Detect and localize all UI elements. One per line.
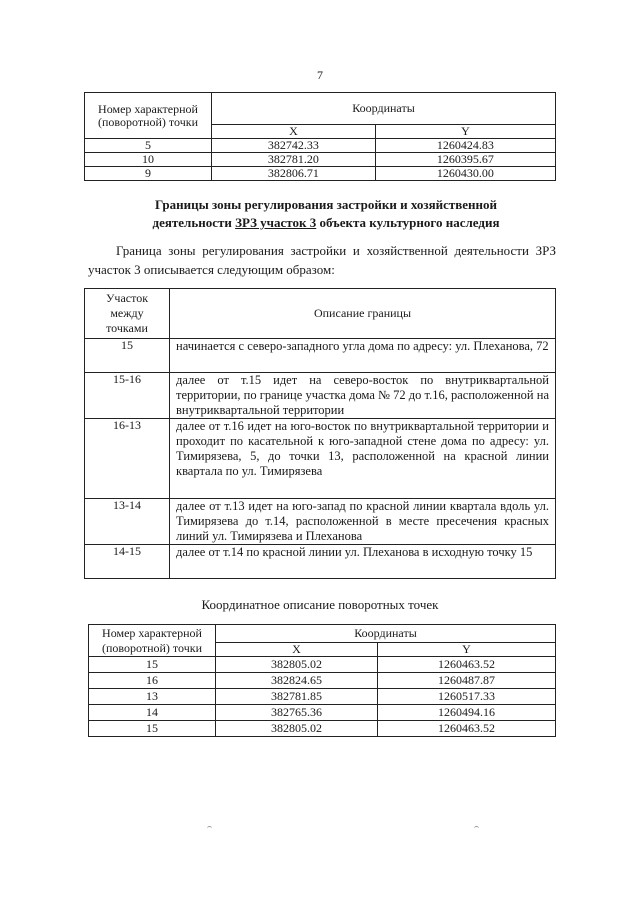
table-row: [89, 705, 556, 721]
table-row: [85, 339, 556, 373]
top-coordinates-table: [84, 92, 556, 181]
segment-cell: 16-13: [85, 419, 170, 499]
intro-paragraph: Граница зоны регулирования застройки и хозяйственной деятельности ЗРЗ участок 3 описывается следующим образом:: [88, 243, 556, 277]
heading-line-2: [88, 214, 564, 232]
header-point: Номер характерной (поворотной) точки: [85, 93, 212, 139]
heading-prefix: деятельности: [152, 215, 236, 230]
x-cell: 382765.36: [216, 705, 378, 721]
point-cell: 13: [89, 689, 216, 705]
header-y: Y: [377, 643, 555, 657]
segment-cell: 15: [85, 339, 170, 373]
point-cell: 5: [85, 139, 212, 153]
x-cell: 382742.33: [212, 139, 376, 153]
heading-suffix: объекта культурного наследия: [316, 215, 500, 230]
description-cell: начинается с северо-западного угла дома по адресу: ул. Плеханова, 72: [170, 339, 556, 373]
description-cell: далее от т.16 идет на юго-восток по внутриквартальной территории и проходит по касательной к юго-западной стене дома по адресу: ул. Тимирязева, 5, до точки 13, расположенной на красной линии квартала по ул. Тимирязева: [170, 419, 556, 499]
y-cell: 1260430.00: [375, 167, 555, 181]
description-cell: далее от т.13 идет на юго-запад по красной линии квартала вдоль ул. Тимирязева до т.14, расположенной в месте пресечения красных линий ул. Тимирязева и Плеханова: [170, 499, 556, 545]
point-cell: 9: [85, 167, 212, 181]
y-cell: 1260494.16: [377, 705, 555, 721]
table-row: [85, 499, 556, 545]
scan-mark-right: [474, 826, 479, 830]
x-cell: 382805.02: [216, 657, 378, 673]
x-cell: 382806.71: [212, 167, 376, 181]
segment-cell: 15-16: [85, 373, 170, 419]
header-coordinates: Координаты: [212, 93, 556, 125]
table-row: [85, 167, 556, 181]
y-cell: 1260487.87: [377, 673, 555, 689]
table-row: [89, 673, 556, 689]
section-heading: [88, 196, 564, 232]
point-cell: 15: [89, 721, 216, 737]
point-cell: 15: [89, 657, 216, 673]
header-description: Описание границы: [170, 289, 556, 339]
header-point: Номер характерной (поворотной) точки: [89, 625, 216, 657]
table-row: [85, 545, 556, 579]
header-coordinates: Координаты: [216, 625, 556, 643]
table-row: [85, 373, 556, 419]
y-cell: 1260424.83: [375, 139, 555, 153]
boundary-description-table: [84, 288, 556, 579]
table-row: [89, 721, 556, 737]
segment-cell: 13-14: [85, 499, 170, 545]
point-cell: 16: [89, 673, 216, 689]
table-row: [89, 657, 556, 673]
description-cell: далее от т.14 по красной линии ул. Плеханова в исходную точку 15: [170, 545, 556, 579]
table-row: [85, 419, 556, 499]
point-cell: 10: [85, 153, 212, 167]
header-x: X: [216, 643, 378, 657]
x-cell: 382781.20: [212, 153, 376, 167]
table-row: [85, 139, 556, 153]
x-cell: 382824.65: [216, 673, 378, 689]
table-row: [89, 689, 556, 705]
x-cell: 382781.85: [216, 689, 378, 705]
header-x: X: [212, 125, 376, 139]
header-y: Y: [375, 125, 555, 139]
point-cell: 14: [89, 705, 216, 721]
x-cell: 382805.02: [216, 721, 378, 737]
description-cell: далее от т.15 идет на северо-восток по внутриквартальной территории, по границе участка дома № 72 до т.16, расположенной на внутриквартальной территории: [170, 373, 556, 419]
coordinates-caption: Координатное описание поворотных точек: [201, 597, 439, 612]
scan-mark-left: [207, 826, 212, 830]
y-cell: 1260463.52: [377, 657, 555, 673]
page-number: 7: [317, 68, 323, 82]
y-cell: 1260395.67: [375, 153, 555, 167]
y-cell: 1260463.52: [377, 721, 555, 737]
y-cell: 1260517.33: [377, 689, 555, 705]
heading-line-1: Границы зоны регулирования застройки и хозяйственной: [154, 197, 498, 212]
table-row: [85, 153, 556, 167]
bottom-coordinates-table: [88, 624, 556, 737]
heading-zone-id: ЗРЗ участок 3: [235, 215, 317, 230]
header-segment: Участок между точками: [85, 289, 170, 339]
segment-cell: 14-15: [85, 545, 170, 579]
